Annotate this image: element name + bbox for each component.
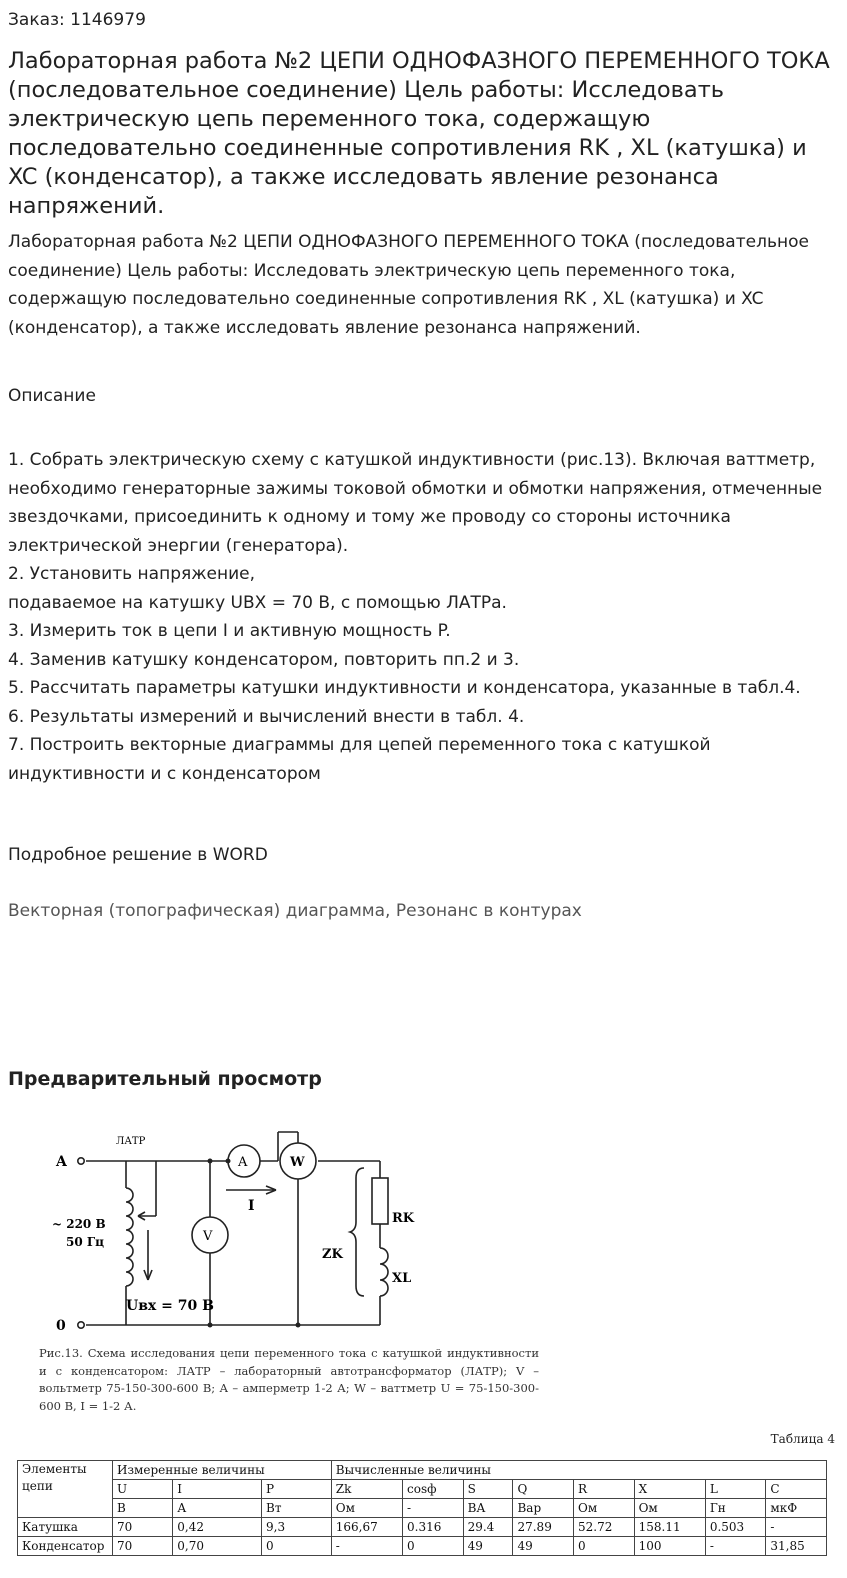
symbol-cell: L [705,1480,766,1499]
figure-caption: Рис.13. Схема исследования цепи переменного тока с катушкой индуктивности и с конденсатором: ЛАТР – лабораторный автотрансформатор (ЛАТР); V – вольтметр 75-150-300-600 В; A – амперметр 1-2 А; W – ваттметр U = 75-150-300-600 В, I = 1-2 А. [39,1346,539,1413]
unit-cell: Вар [513,1499,574,1518]
value-cell: - [705,1537,766,1556]
terminal-0-label: 0 [56,1318,66,1334]
symbol-cell: cosф [403,1480,464,1499]
value-cell: 27.89 [513,1518,574,1537]
unit-cell: Ом [634,1499,705,1518]
impedance-label: ZK [322,1247,343,1262]
row-name: Катушка [18,1518,113,1537]
table-header-row [18,1461,827,1480]
value-cell: 70 [113,1537,173,1556]
unit-cell: ВА [463,1499,513,1518]
symbol-cell: I [173,1480,262,1499]
unit-cell: Вт [262,1499,332,1518]
unit-cell: Ом [574,1499,635,1518]
value-cell: 0 [262,1537,332,1556]
table-row [18,1537,827,1556]
symbol-cell: U [113,1480,173,1499]
section-title: Описание [8,386,96,406]
unit-cell: Ом [331,1499,402,1518]
source-voltage-label: ~ 220 В [52,1217,106,1231]
latr-label: ЛАТР [116,1136,146,1147]
unit-cell: мкФ [766,1499,827,1518]
input-voltage-label: Uвх = 70 В [126,1298,214,1314]
value-cell: 0,42 [173,1518,262,1537]
symbol-cell: P [262,1480,332,1499]
task-steps: 1. Собрать электрическую схему с катушкой индуктивности (рис.13). Включая ваттметр, необходимо генераторные зажимы токовой обмотки и обмотки напряжения, отмеченные звездочками, присоединить к одному и тому же проводу со стороны источника электрической энергии (генератора). 2. Установить напряжение, подаваемое на катушку UBX = 70 В, с помощью ЛАТРа. 3. Измерить ток в цепи I и активную мощность P. 4. Заменив катушку конденсатором, повторить пп.2 и 3. 5. Рассчитать параметры катушки индуктивности и конденсатора, указанные в табл.4. 6. Результаты измерений и вычислений внести в табл. 4. 7. Построить векторные диаграммы для цепей переменного тока с катушкой индуктивности и с конденсатором [8,450,823,784]
tag-link-vector-diagram[interactable]: Векторная (топографическая) диаграмма [8,901,386,921]
value-cell: 49 [463,1537,513,1556]
circuit-diagram [8,1120,568,1345]
symbol-cell: R [574,1480,635,1499]
tag-separator: , [385,901,396,921]
reactance-label: XL [392,1271,412,1286]
value-cell: - [331,1537,402,1556]
current-label: I [248,1198,255,1214]
value-cell: 9,3 [262,1518,332,1537]
results-table [17,1460,827,1556]
value-cell: 0 [574,1537,635,1556]
header-measured: Измеренные величины [113,1461,332,1480]
value-cell: 52.72 [574,1518,635,1537]
ammeter-symbol: A [238,1155,248,1170]
value-cell: 49 [513,1537,574,1556]
lead-paragraph: Лабораторная работа №2 ЦЕПИ ОДНОФАЗНОГО ПЕРЕМЕННОГО ТОКА (последовательное соединение) Цель работы: Исследовать электрическую цепь переменного тока, содержащую последовательно соединенные сопротивления RK , XL (катушка) и XC (конденсатор), а также исследовать явление резонанса напряжений. [8,232,809,338]
unit-cell: - [403,1499,464,1518]
order-number: Заказ: 1146979 [8,10,146,30]
symbol-cell: S [463,1480,513,1499]
symbol-cell: C [766,1480,827,1499]
unit-cell: А [173,1499,262,1518]
value-cell: 158.11 [634,1518,705,1537]
symbol-cell: Zk [331,1480,402,1499]
unit-cell: В [113,1499,173,1518]
page-title: Лабораторная работа №2 ЦЕПИ ОДНОФАЗНОГО ПЕРЕМЕННОГО ТОКА (последовательное соединение) Цель работы: Исследовать электрическую цепь переменного тока, содержащую последовательно соединенные сопротивления RK , XL (катушка) и XC (конденсатор), а также исследовать явление резонанса напряжений. [8,48,830,219]
value-cell: 0.316 [403,1518,464,1537]
preview-heading: Предварительный просмотр [8,1068,322,1090]
wattmeter-symbol: W [290,1155,305,1170]
value-cell: 31,85 [766,1537,827,1556]
table-units-row [18,1499,827,1518]
tag-list [8,901,582,921]
symbol-cell: X [634,1480,705,1499]
table-caption: Таблица 4 [770,1432,835,1446]
header-computed: Вычисленные величины [331,1461,826,1480]
value-cell: 0.503 [705,1518,766,1537]
voltmeter-symbol: V [203,1229,213,1244]
unit-cell: Гн [705,1499,766,1518]
symbol-cell: Q [513,1480,574,1499]
value-cell: 0 [403,1537,464,1556]
value-cell: 29.4 [463,1518,513,1537]
table-symbols-row [18,1480,827,1499]
table-row [18,1518,827,1537]
value-cell: 0,70 [173,1537,262,1556]
header-elements: Элементы цепи [18,1461,113,1518]
value-cell: - [766,1518,827,1537]
terminal-a-label: A [56,1154,67,1170]
word-note: Подробное решение в WORD [8,845,268,865]
source-frequency-label: 50 Гц [66,1235,105,1249]
tag-link-resonance[interactable]: Резонанс в контурах [395,901,582,921]
row-name: Конденсатор [18,1537,113,1556]
value-cell: 100 [634,1537,705,1556]
resistance-label: RK [392,1211,415,1226]
value-cell: 70 [113,1518,173,1537]
value-cell: 166,67 [331,1518,402,1537]
